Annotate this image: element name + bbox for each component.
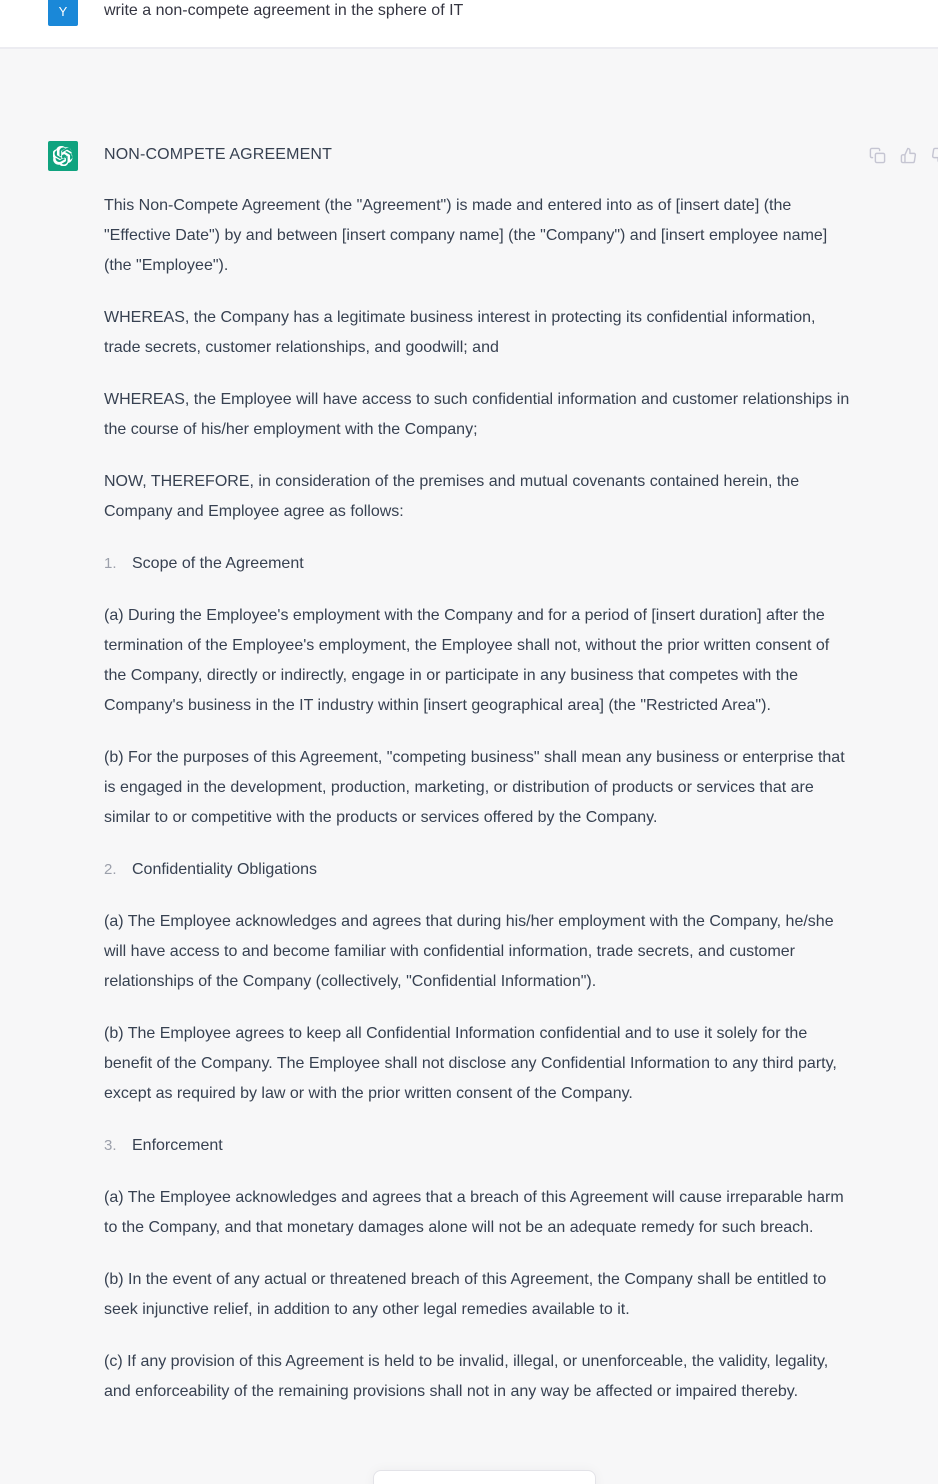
assistant-response-body (104, 141, 852, 1429)
composer-container[interactable] (373, 1470, 596, 1484)
composer-input[interactable] (374, 1471, 595, 1484)
thumbs-up-button[interactable] (897, 144, 919, 166)
section-3-clause-c: (c) If any provision of this Agreement is held to be invalid, illegal, or unenforceable, the validity, legality, and enforceability of the remaining provisions shall not in any way be affected or impaired thereby. (104, 1353, 829, 1400)
section-3-clause-b: (b) In the event of any actual or threatened breach of this Agreement, the Company shall be entitled to seek injunctive relief, in addition to any other legal remedies available to it. (104, 1271, 827, 1318)
section-1-clause-b: (b) For the purposes of this Agreement, "competing business" shall mean any business or enterprise that is engaged in the development, production, marketing, or distribution of products or services that are similar to or competitive with the products or services offered by the Company. (104, 749, 845, 826)
section-title-3: Enforcement (132, 1137, 223, 1154)
paragraph-now-therefore: NOW, THEREFORE, in consideration of the premises and mutual covenants contained herein, the Company and Employee agree as follows: (104, 473, 800, 520)
paragraph-whereas-2: WHEREAS, the Employee will have access to such confidential information and customer relationships in the course of his/her employment with the Company; (104, 391, 850, 438)
section-list-3 (104, 1131, 852, 1161)
thumbs-up-icon (900, 147, 917, 164)
section-title-2: Confidentiality Obligations (132, 861, 317, 878)
thumbs-down-icon (931, 147, 938, 164)
openai-logo-icon (53, 146, 73, 166)
avatar-user: Y (48, 0, 78, 26)
user-message-row (0, 0, 938, 48)
copy-icon (869, 147, 886, 164)
section-1-clause-a: (a) During the Employee's employment with the Company and for a period of [insert duration] after the termination of the Employee's employment, the Employee shall not, without the prior written consent of the Company, directly or indirectly, engage in or participate in any business that competes with the Company's business in the IT industry within [insert geographical area] (the "Restricted Area"). (104, 607, 830, 714)
assistant-message-row (0, 48, 938, 1400)
section-title-1: Scope of the Agreement (132, 555, 304, 572)
copy-button[interactable] (866, 144, 888, 166)
section-list-1 (104, 549, 852, 579)
section-2-clause-a: (a) The Employee acknowledges and agrees that during his/her employment with the Company, he/she will have access to and become familiar with confidential information, trade secrets, and customer relationships of the Company (collectively, "Confidential Information"). (104, 913, 834, 990)
response-heading: NON-COMPETE AGREEMENT (104, 146, 333, 163)
user-prompt-text: write a non-compete agreement in the sphere of IT (104, 2, 464, 19)
section-2-clause-b: (b) The Employee agrees to keep all Confidential Information confidential and to use it solely for the benefit of the Company. The Employee shall not disclose any Confidential Information to any third party, except as required by law or with the prior written consent of the Company. (104, 1025, 837, 1102)
section-3-clause-a: (a) The Employee acknowledges and agrees that a breach of this Agreement will cause irreparable harm to the Company, and that monetary damages alone will not be an adequate remedy for such breach. (104, 1189, 844, 1236)
avatar-assistant (48, 141, 78, 171)
paragraph-intro: This Non-Compete Agreement (the "Agreement") is made and entered into as of [insert date] (the "Effective Date") by and between [insert company name] (the "Company") and [insert employee name] (the "Employee"). (104, 197, 828, 274)
thumbs-down-button[interactable] (928, 144, 938, 166)
message-action-bar (866, 144, 938, 166)
user-message-inner (0, 0, 938, 47)
paragraph-whereas-1: WHEREAS, the Company has a legitimate business interest in protecting its confidential information, trade secrets, customer relationships, and goodwill; and (104, 309, 816, 356)
section-list-2 (104, 855, 852, 885)
